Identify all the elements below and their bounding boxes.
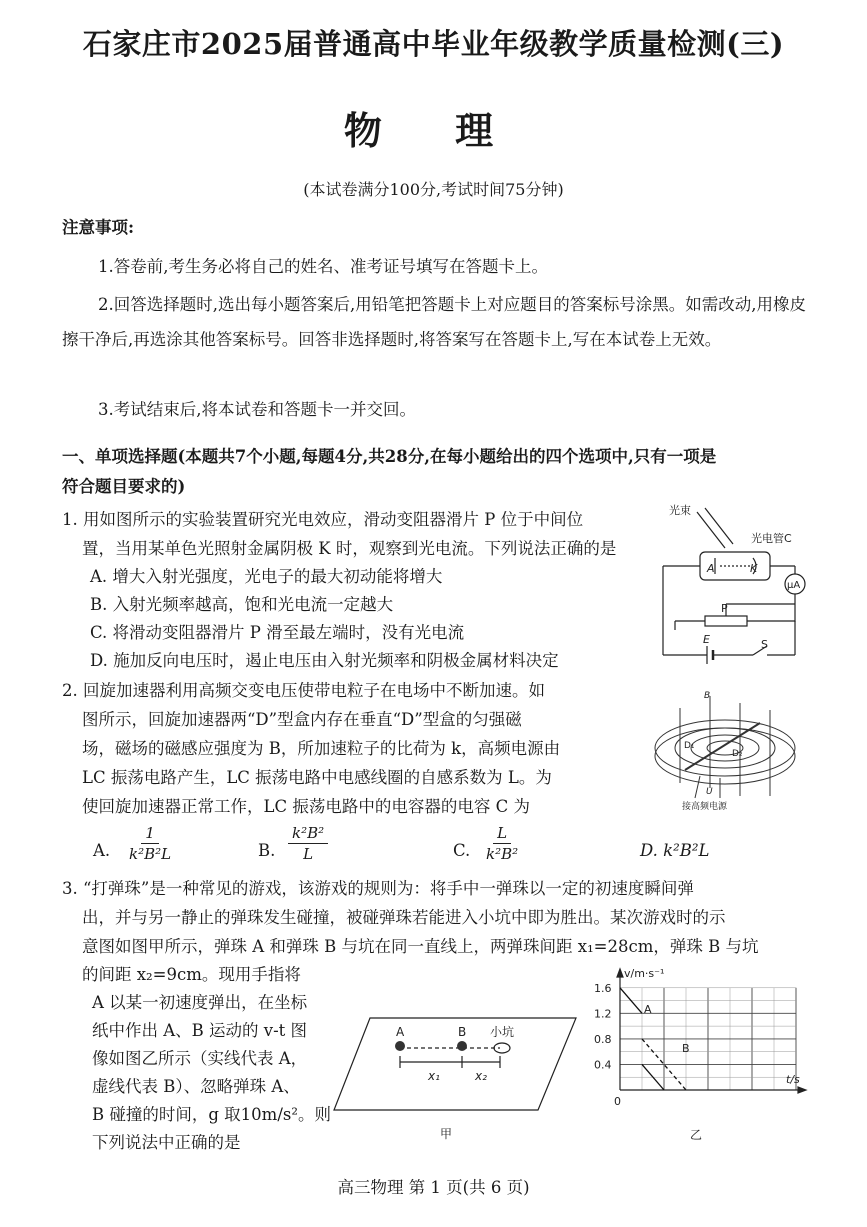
q3-line3: 意图如图甲所示，弹珠 A 和弹珠 B 与坑在同一直线上，两弹珠间距 x₁=28cm，弹珠 B 与坑 [82, 937, 759, 956]
q2-option-c-numerator: L [493, 823, 511, 844]
y-tick-labels [594, 982, 612, 1072]
q2-option-a-label: A. [93, 841, 111, 860]
y-axis-arrow [617, 969, 623, 977]
source-label: E [703, 633, 710, 646]
hole [494, 1043, 510, 1053]
page-footer: 高三物理 第 1 页(共 6 页) [337, 1178, 530, 1197]
cyclotron-diagram [640, 688, 810, 813]
q2-option-d: D. k²B²L [640, 841, 710, 860]
q3-line8: 虚线代表 B）、忽略弹珠 A、 [92, 1077, 300, 1096]
notice-item-3: 3.考试结束后,将本试卷和答题卡一并交回。 [98, 400, 416, 419]
series-a-label: A [644, 1003, 652, 1016]
meter-label: μA [787, 580, 801, 591]
rheostat [705, 616, 747, 626]
origin-label: 0 [614, 1095, 621, 1108]
fig-yi-caption: 乙 [690, 1128, 703, 1142]
y-tick-label: 0.8 [594, 1032, 612, 1046]
q3-line10: 下列说法中正确的是 [92, 1133, 241, 1152]
q2-option-a-numerator: 1 [141, 823, 159, 844]
q3-line7: 像如图乙所示（实线代表 A， [92, 1049, 308, 1068]
q1-option-d: D. 施加反向电压时，遏止电压由入射光频率和阴极金属材料决定 [90, 651, 559, 670]
q2-line1: 2. 回旋加速器利用高频交变电压使带电粒子在电场中不断加速。如 [62, 681, 545, 700]
y-tick-label: 1.2 [594, 1007, 612, 1021]
hole-label: 小坑 [490, 1025, 515, 1039]
light-beam-line-1 [697, 512, 725, 548]
q2-option-a-fraction [125, 823, 175, 864]
y-tick-label: 0.4 [594, 1058, 612, 1072]
slider-label: P [721, 602, 728, 615]
marble-b-label: B [458, 1025, 467, 1039]
ground-plane [334, 1018, 576, 1110]
q2-option-b-denominator: L [303, 845, 314, 863]
q1-option-b: B. 入射光频率越高，饱和光电流一定越大 [90, 595, 394, 614]
marble-a [395, 1041, 405, 1051]
q2-option-b-fraction [288, 823, 328, 864]
q2-line2: 图所示，回旋加速器两“D”型盒内存在垂直“D”型盒的匀强磁 [82, 710, 522, 729]
q3-line6: 纸中作出 A、B 运动的 v-t 图 [92, 1021, 308, 1040]
notice-item-1: 1.答卷前,考生务必将自己的姓名、准考证号填写在答题卡上。 [98, 257, 548, 276]
q1-line1: 1. 用如图所示的实验装置研究光电效应，滑动变阻器滑片 P 位于中间位 [62, 510, 584, 529]
x1-label: x₁ [428, 1069, 440, 1083]
cathode-label: K [750, 562, 758, 575]
x-axis-label: t/s [786, 1073, 800, 1086]
u-label: U [706, 787, 713, 797]
photoelectric-circuit-diagram [655, 500, 810, 670]
exam-note: (本试卷满分100分,考试时间75分钟) [303, 180, 564, 199]
q2-option-a-denominator: k²B²L [129, 845, 172, 863]
notice-item-2: 2.回答选择题时,选出每小题答案后,用铅笔把答题卡上对应题目的答案标号涂黑。如需改动,用橡皮擦干净后,再选涂其他答案标号。回答非选择题时,将答案写在答题卡上,写在本试卷上无效。 [62, 295, 806, 349]
d1-label: D₁ [684, 741, 695, 751]
x2-label: x₂ [475, 1069, 487, 1083]
q2-option-c-denominator: k²B² [486, 845, 519, 863]
subject-title: 物 理 [343, 108, 524, 153]
q3-line1: 3. “打弹珠”是一种常见的游戏，该游戏的规则为：将手中一弹珠以一定的初速度瞬间弹 [62, 879, 694, 898]
q3-line4: 的间距 x₂=9cm。现用手指将 [82, 965, 301, 984]
notice-heading: 注意事项: [62, 218, 135, 237]
q3-line5: A 以某一初速度弹出，在坐标 [92, 993, 308, 1012]
q1-option-a: A. 增大入射光强度，光电子的最大初动能将增大 [90, 567, 443, 586]
anode-label: A [707, 562, 715, 575]
section-heading-line2: 符合题目要求的) [62, 477, 186, 496]
y-axis-label: v/m·s⁻¹ [624, 967, 665, 980]
fig-jia-caption: 甲 [440, 1127, 453, 1140]
vt-chart [590, 965, 810, 1145]
q2-line5: 使回旋加速器正常工作，LC 振荡电路中的电容器的电容 C 为 [82, 797, 530, 816]
q1-line2: 置，当用某单色光照射金属阴极 K 时，观察到光电流。下列说法正确的是 [82, 539, 617, 558]
q2-line4: LC 振荡电路产生，LC 振荡电路中电感线圈的自感系数为 L。为 [82, 768, 552, 787]
marble-diagram [330, 1010, 580, 1140]
cyclotron-caption: 接高频电源 [682, 802, 728, 812]
light-beam-label: 光束 [669, 504, 691, 517]
q3-line2: 出，并与另一静止的弹珠发生碰撞，被碰弹珠若能进入小坑中即为胜出。某次游戏时的示 [82, 908, 726, 927]
section-heading-line1: 一、单项选择题(本题共7个小题,每题4分,共28分,在每小题给出的四个选项中,只有一项是 [62, 447, 717, 466]
y-tick-label: 1.6 [594, 981, 612, 995]
marble-a-label: A [396, 1025, 405, 1039]
series-b-label: B [682, 1042, 690, 1055]
q2-line3: 场，磁场的磁感应强度为 B，所加速粒子的比荷为 k，高频电源由 [82, 739, 561, 758]
x-axis-arrow [798, 1087, 806, 1093]
tube-label: 光电管C [751, 532, 792, 545]
q1-option-c: C. 将滑动变阻器滑片 P 滑至最左端时，没有光电流 [90, 623, 465, 642]
field-label: B [704, 691, 711, 701]
exam-title: 石家庄市2025届普通高中毕业年级教学质量检测(三) [82, 27, 785, 61]
q2-option-c-label: C. [453, 841, 471, 860]
switch-label: S [761, 638, 768, 651]
q3-line9: B 碰撞的时间，g 取10m/s²。则 [92, 1105, 331, 1124]
q2-option-b-label: B. [258, 841, 276, 860]
marble-b [457, 1041, 467, 1051]
d2-label: D₂ [732, 749, 743, 759]
light-beam-line-2 [705, 508, 733, 544]
q2-option-c-fraction [482, 823, 522, 864]
q2-option-b-numerator: k²B² [288, 823, 328, 844]
